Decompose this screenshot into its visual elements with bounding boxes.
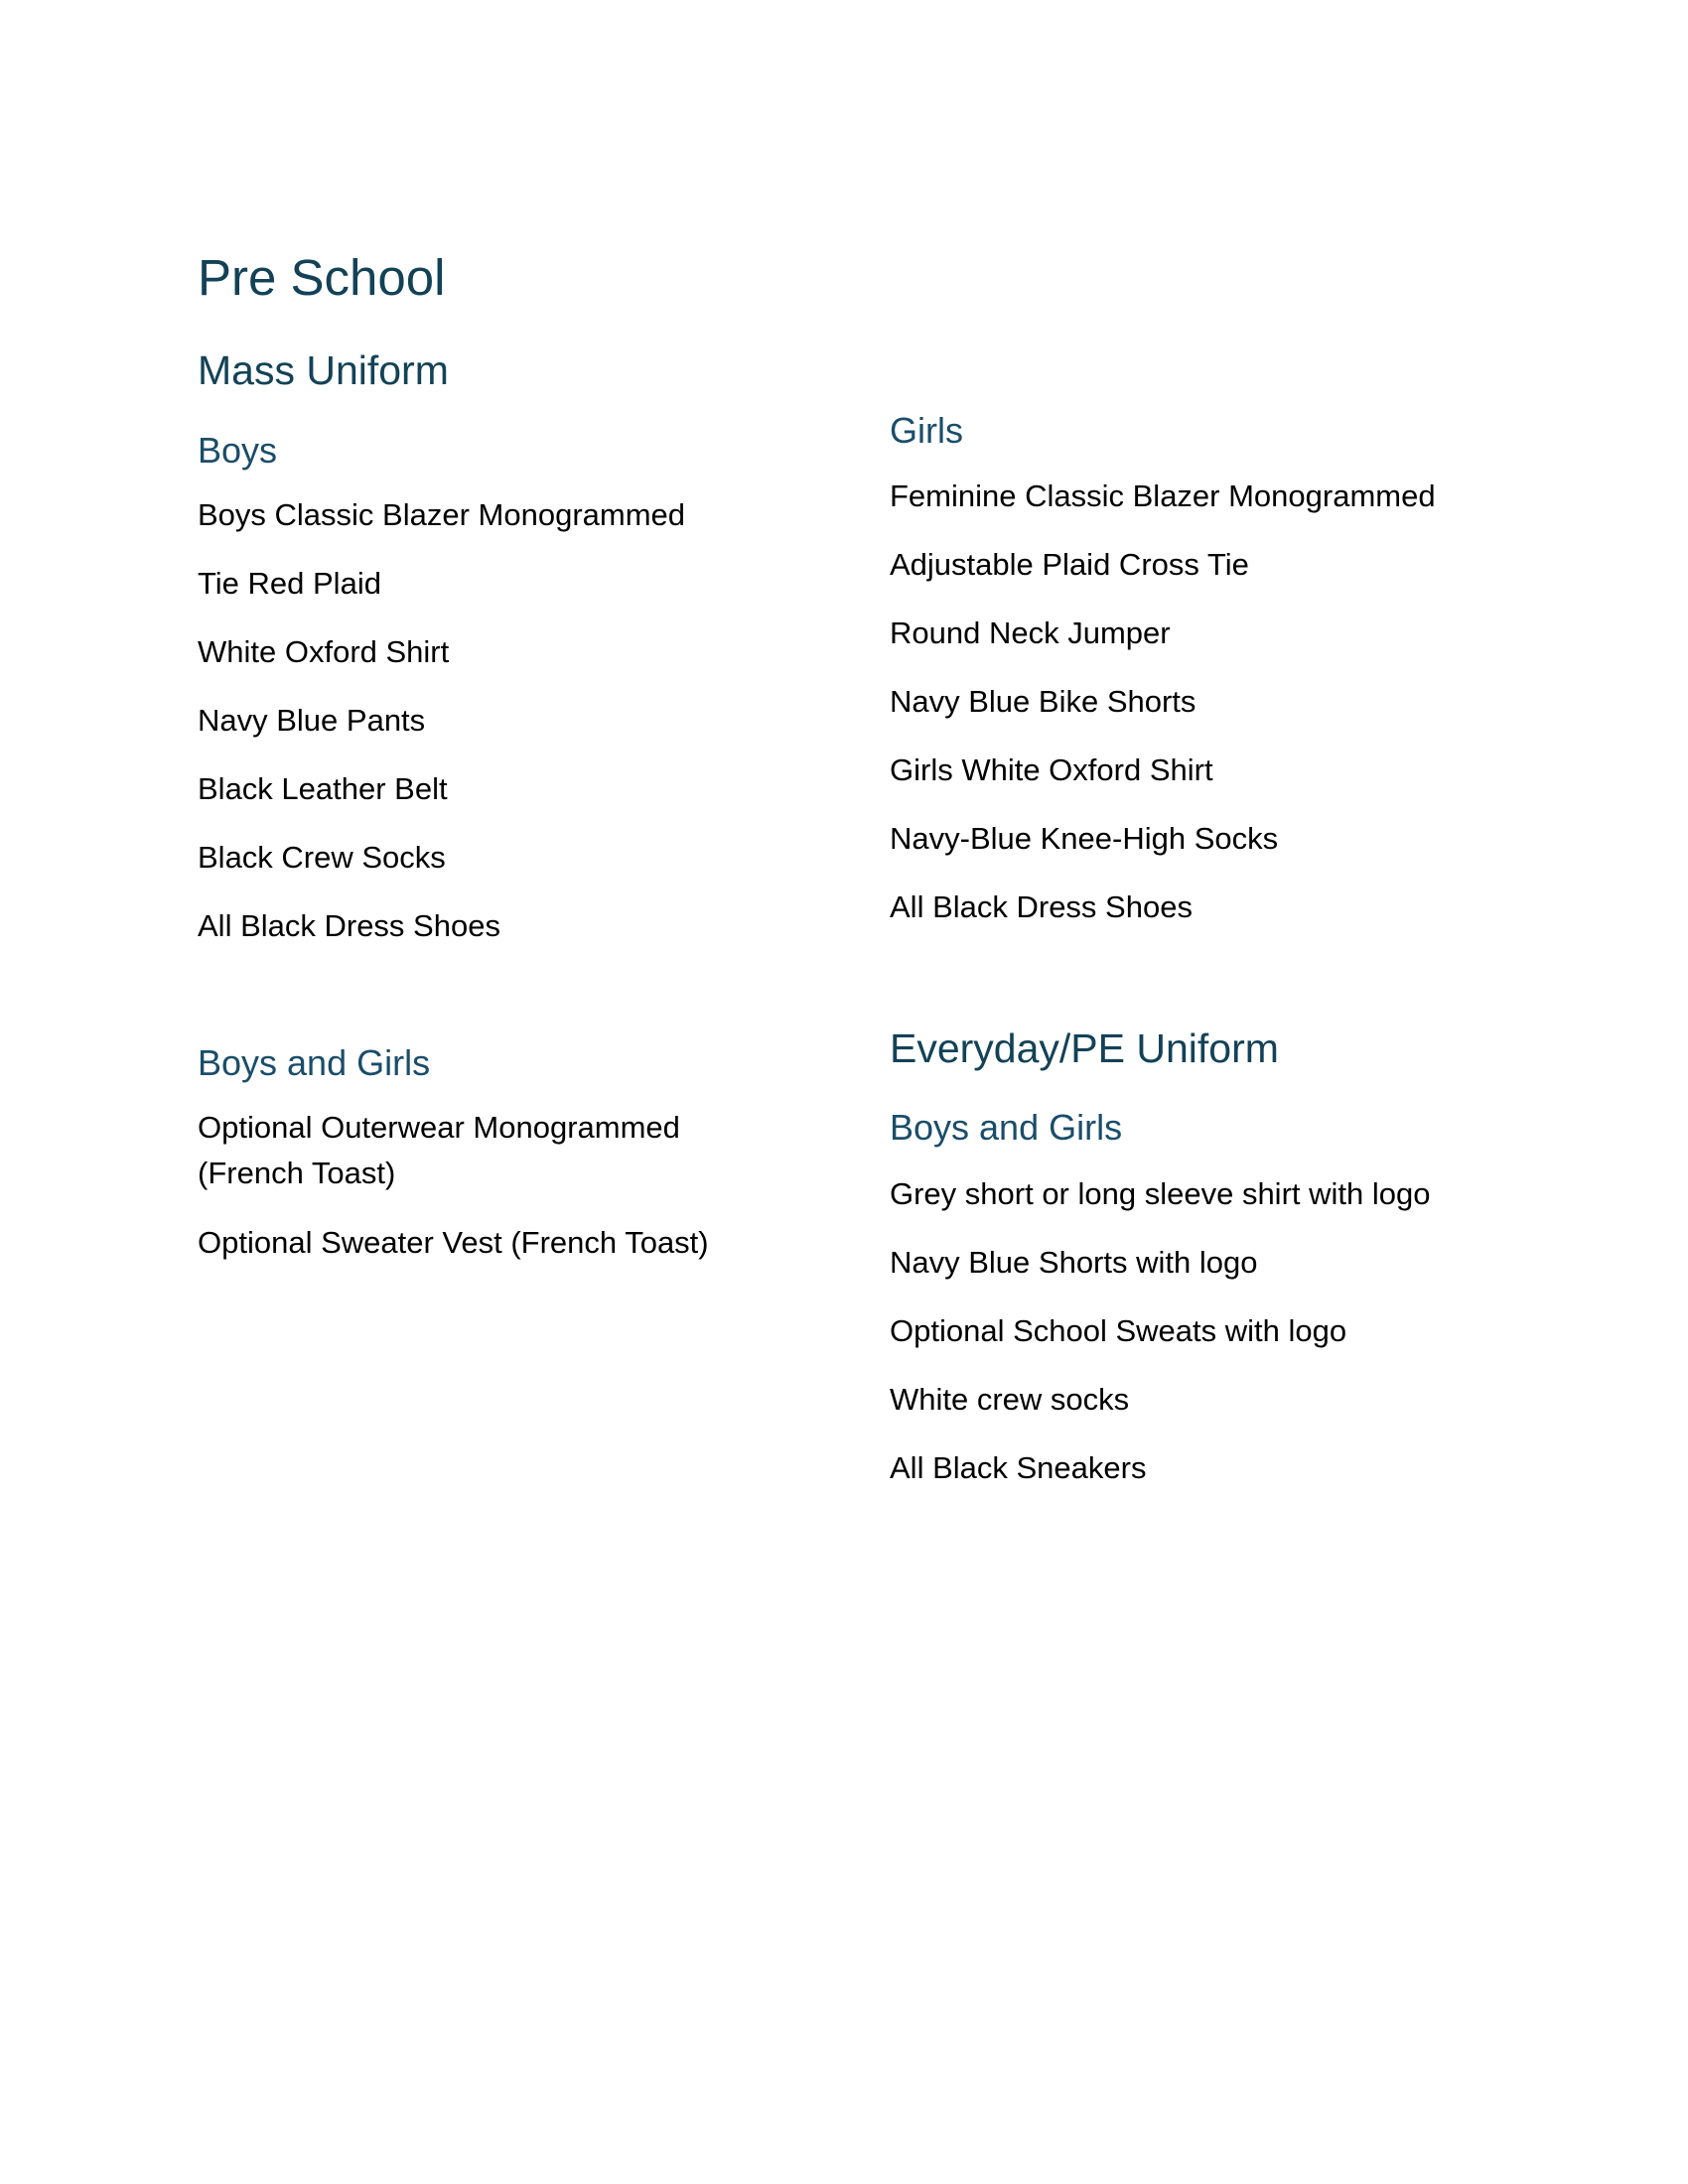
- list-item: White crew socks: [890, 1382, 1130, 1417]
- list-item: All Black Dress Shoes: [890, 889, 1193, 924]
- everyday-pe-uniform-heading: Everyday/PE Uniform: [890, 1025, 1279, 1071]
- list-item: Optional Sweater Vest (French Toast): [198, 1225, 709, 1260]
- list-item: (French Toast): [198, 1156, 396, 1190]
- list-item: Navy Blue Pants: [198, 703, 426, 738]
- list-item: Black Leather Belt: [198, 771, 448, 806]
- mass-uniform-heading: Mass Uniform: [198, 347, 449, 393]
- list-item: Feminine Classic Blazer Monogrammed: [890, 478, 1436, 513]
- list-item: All Black Sneakers: [890, 1450, 1147, 1485]
- list-item: Grey short or long sleeve shirt with logo: [890, 1176, 1431, 1211]
- list-item: Boys Classic Blazer Monogrammed: [198, 497, 686, 532]
- boys-heading: Boys: [198, 430, 278, 471]
- list-item: Round Neck Jumper: [890, 615, 1171, 650]
- list-item: Adjustable Plaid Cross Tie: [890, 547, 1249, 582]
- page-title: Pre School: [198, 249, 446, 306]
- girls-heading: Girls: [890, 410, 963, 451]
- pe-boys-and-girls-heading: Boys and Girls: [890, 1107, 1123, 1148]
- list-item: Optional Outerwear Monogrammed: [198, 1110, 680, 1145]
- list-item: All Black Dress Shoes: [198, 908, 500, 943]
- list-item: Tie Red Plaid: [198, 566, 381, 601]
- list-item: Optional School Sweats with logo: [890, 1313, 1347, 1348]
- list-item: Navy Blue Shorts with logo: [890, 1245, 1258, 1280]
- boys-and-girls-heading: Boys and Girls: [198, 1042, 431, 1083]
- list-item: Navy-Blue Knee-High Socks: [890, 821, 1279, 856]
- list-item: Girls White Oxford Shirt: [890, 752, 1213, 787]
- list-item: White Oxford Shirt: [198, 634, 450, 669]
- list-item: Navy Blue Bike Shorts: [890, 684, 1196, 719]
- list-item: Black Crew Socks: [198, 840, 446, 875]
